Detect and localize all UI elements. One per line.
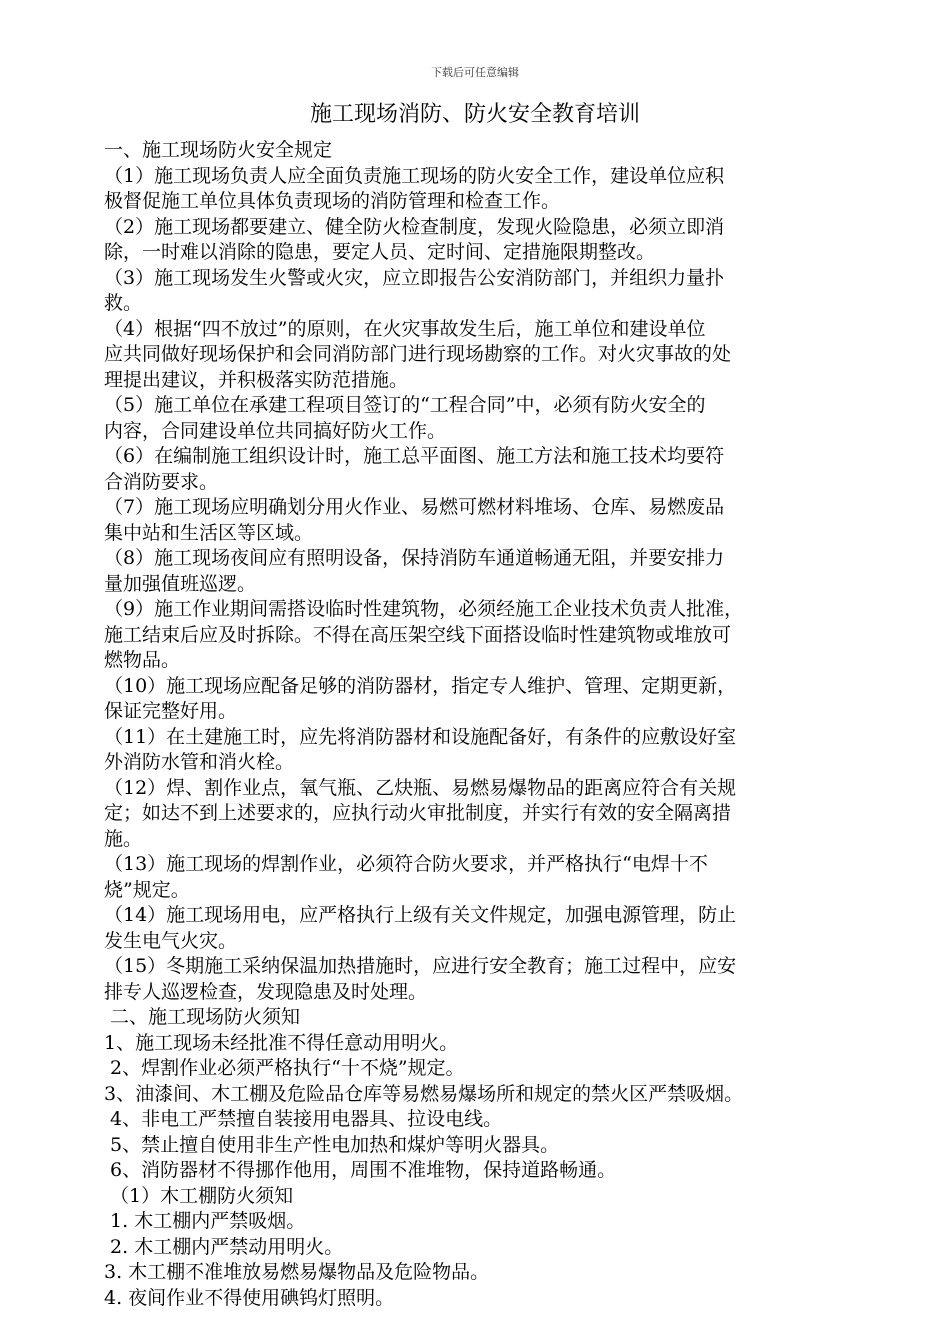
text-line: 发生电气火灾。 [104,929,238,952]
text-line: 理提出建议，并积极落实防范措施。 [104,368,409,391]
text-line: 一、施工现场防火安全规定 [104,139,333,161]
text-line: （5）施工单位在承建工程项目签订的“工程合同”中，必须有防火安全的 [104,394,706,416]
text-line: 5、禁止擅自使用非生产性电加热和煤炉等明火器具。 [104,1133,560,1156]
text-line: （7）施工现场应明确划分用火作业、易燃可燃材料堆场、仓库、易燃废品 [104,496,725,518]
text-line: （4）根据“四不放过”的原则，在火灾事故发生后，施工单位和建设单位 [104,317,706,340]
text-line: （14）施工现场用电，应严格执行上级有关文件规定，加强电源管理，防止 [104,904,737,926]
text-line: （15）冬期施工采纳保温加热措施时，应进行安全教育；施工过程中，应安 [104,955,737,977]
text-line: 4、非电工严禁擅自装接用电器具、拉设电线。 [104,1108,503,1130]
text-line: （13）施工现场的焊割作业，必须符合防火要求，并严格执行“电焊十不 [104,853,708,875]
text-line: 量加强值班巡逻。 [104,572,257,595]
text-line: （10）施工现场应配备足够的消防器材，指定专人维护、管理、定期更新， [104,674,737,697]
text-line: 定；如达不到上述要求的，应执行动火审批制度，并实行有效的安全隔离措 [104,802,732,824]
document-body [104,138,848,1311]
text-line: 1、施工现场未经批准不得任意动用明火。 [104,1031,459,1054]
text-line: 烧”规定。 [104,878,190,901]
text-line: 4. 夜间作业不得使用碘钨灯照明。 [104,1286,395,1309]
text-line: 施。 [104,827,143,850]
text-line: （8）施工现场夜间应有照明设备，保持消防车通道畅通无阻，并要安排力 [104,547,725,569]
document-title: 施工现场消防、防火安全教育培训 [309,102,640,127]
text-line: （3）施工现场发生火警或火灾，应立即报告公安消防部门，并组织力量扑 [104,266,725,289]
text-line: 3. 木工棚不准堆放易燃易爆物品及危险物品。 [104,1261,490,1283]
text-line: 1. 木工棚内严禁吸烟。 [104,1210,306,1232]
text-line: 排专人巡逻检查，发现隐患及时处理。 [104,980,428,1003]
text-line: 燃物品。 [104,649,181,671]
header-note: 下载后可任意编辑 [431,66,519,79]
text-line: （11）在土建施工时，应先将消防器材和设施配备好，有条件的应敷设好室 [104,725,737,748]
text-line: （2）施工现场都要建立、健全防火检查制度，发现火险隐患，必须立即消 [104,215,725,238]
text-line: 救。 [104,292,143,314]
text-line: （9）施工作业期间需搭设临时性建筑物，必须经施工企业技术负责人批准， [104,598,744,620]
text-line: 合消防要求。 [104,470,219,493]
text-line: 集中站和生活区等区域。 [104,521,314,544]
text-line: 内容，合同建设单位共同搞好防火工作。 [104,419,447,442]
text-line: 6、消防器材不得挪作他用，周围不准堆物，保持道路畅通。 [104,1159,617,1181]
text-line: 2. 木工棚内严禁动用明火。 [104,1235,344,1258]
text-line: 保证完整好用。 [104,700,238,722]
text-line: 施工结束后应及时拆除。不得在高压架空线下面搭设临时性建筑物或堆放可 [104,623,732,646]
text-line: （6）在编制施工组织设计时，施工总平面图、施工方法和施工技术均要符 [104,445,725,467]
text-line: 二、施工现场防火须知 [104,1006,301,1028]
text-line: 3、油漆间、木工棚及危险品仓库等易燃易爆场所和规定的禁火区严禁吸烟。 [104,1082,744,1105]
text-line: （1）施工现场负责人应全面负责施工现场的防火安全工作，建设单位应积 [104,164,725,187]
text-line: （12）焊、割作业点，氧气瓶、乙炔瓶、易燃易爆物品的距离应符合有关规 [104,776,737,799]
text-line: 极督促施工单位具体负责现场的消防管理和检查工作。 [104,190,561,212]
text-line: 除，一时难以消除的隐患，要定人员、定时间、定措施限期整改。 [104,241,656,263]
text-line: （1）木工棚防火须知 [104,1184,294,1207]
text-line: 应共同做好现场保护和会同消防部门进行现场勘察的工作。对火灾事故的处 [104,343,732,365]
text-line: 2、焊割作业必须严格执行“十不烧”规定。 [104,1057,465,1079]
text-line: 外消防水管和消火栓。 [104,751,295,773]
